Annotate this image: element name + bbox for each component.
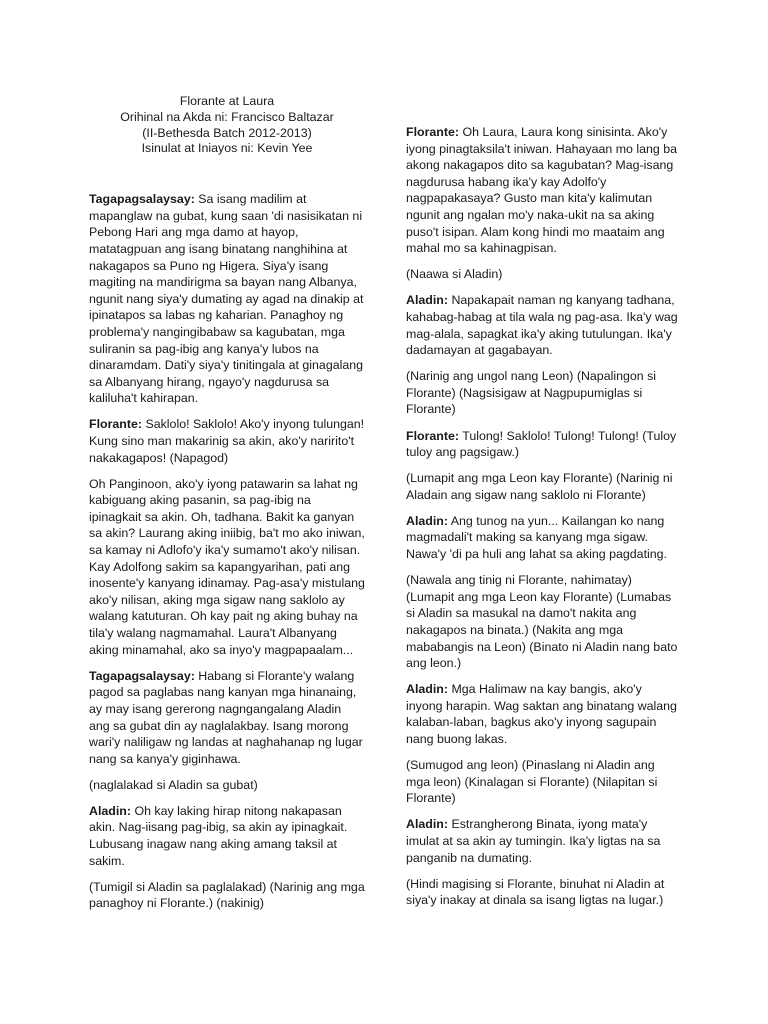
speaker-label: Florante: bbox=[406, 125, 460, 139]
speaker-label: Florante: bbox=[89, 417, 143, 432]
paragraph bbox=[406, 124, 680, 257]
paragraph-text: Estrangherong Binata, iyong mata'y imulat at sa akin ay tumingin. Ika'y ligtas na sa panganib na dumating. bbox=[406, 817, 661, 865]
paragraph-text: (Tumigil si Aladin sa paglalakad) (Narinig ang mga panaghoy ni Florante.) (nakinig) bbox=[89, 879, 365, 911]
paragraph bbox=[89, 803, 365, 869]
document-title: Florante at Laura bbox=[179, 94, 275, 108]
document-header bbox=[89, 94, 365, 157]
paragraph bbox=[89, 668, 365, 768]
paragraph-text: Oh Laura, Laura kong sinisinta. Ako'y iyong pinagtaksila't iniwan. Hahayaan mo lang ba akong nakagapos dito sa kagubatan? Mag-isang nagdurusa habang ika'y kay Adolfo'y nagpapakasaya? Gusto man kita'y kalimutan ngunit ang ngalan mo'y naka-ukit na sa aking puso't isipan. Alam kong hindi mo maataim ang mahal mo sa kahinagpisan. bbox=[406, 125, 678, 256]
paragraph-text: (Narinig ang ungol nang Leon) (Napalingon si Florante) (Nagsisigaw at Nagpupumiglas si Florante) bbox=[406, 369, 657, 417]
speaker-label: Aladin: bbox=[406, 293, 448, 308]
paragraph-text: Habang si Florante'y walang pagod sa paglabas nang kanyan mga hinanaing, ay may isang gererong nagngangalang Aladin ang sa gubat din ay naglalakbay. Isang morong wari'y naliligaw ng landas at naghahanap ng lugar nang sa kanya'y giginhawa. bbox=[89, 668, 363, 766]
paragraph-text: Oh kay laking hirap nitong nakapasan akin. Nag-iisang pag-ibig, sa akin ay ipinagkait. Lubusang inagaw nang aking amang taksil at sakim. bbox=[89, 803, 348, 868]
paragraph-text: (Lumapit ang mga Leon kay Florante) (Narinig ni Aladain ang sigaw nang saklolo ni Florante) bbox=[406, 471, 673, 502]
paragraph-text: (naglalakad si Aladin sa gubat) bbox=[89, 777, 258, 792]
left-column bbox=[89, 94, 365, 921]
speaker-label: Aladin: bbox=[89, 803, 131, 818]
paragraph bbox=[89, 191, 365, 407]
document-writer: Isinulat at Iniayos ni: Kevin Yee bbox=[141, 141, 313, 156]
paragraph bbox=[89, 879, 365, 912]
right-column bbox=[406, 124, 680, 918]
paragraph-text: Saklolo! Saklolo! Ako'y inyong tulungan! Kung sino man makarinig sa akin, ako'y naririto't nakakagapos! (Napagod) bbox=[89, 417, 365, 465]
speaker-label: Florante: bbox=[406, 428, 460, 443]
paragraph bbox=[406, 572, 680, 672]
paragraph bbox=[406, 876, 680, 909]
paragraph bbox=[406, 292, 680, 358]
paragraph-text: Tulong! Saklolo! Tulong! Tulong! (Tuloy tuloy ang pagsigaw.) bbox=[406, 428, 677, 460]
paragraph bbox=[89, 777, 365, 794]
paragraph bbox=[406, 757, 680, 807]
speaker-label: Aladin: bbox=[406, 682, 448, 697]
paragraph-text: Sa isang madilim at mapanglaw na gubat, kung saan 'di nasisikatan ni Pebong Hari ang mga damo at hayop, matatagpuan ang isang binatang nanghihina at nakagapos sa Puno ng Higera. Siya'y isang magiting na mandirigma sa bayan nang Albanya, ngunit nang siya'y dumating ay agad na dinakip at ipinatapos sa labas ng kaharian. Panaghoy ng problema'y nangingibabaw sa kagubatan, mga suliranin sa pag-ibig ang kanya'y lubos na dinaramdam. Dati'y siya'y tinitingala at ginagalang sa Albanyang hirang, ngayo'y nagdurusa sa kaliluha't kahirapan. bbox=[89, 192, 364, 406]
paragraph bbox=[406, 513, 680, 563]
paragraph-text: (Sumugod ang leon) (Pinaslang ni Aladin ang mga leon) (Kinalagan si Florante) (Nilapitan si Florante) bbox=[406, 758, 658, 806]
paragraph bbox=[406, 816, 680, 866]
paragraph bbox=[406, 428, 680, 461]
speaker-label: Aladin: bbox=[406, 817, 448, 832]
document-author: Orihinal na Akda ni: Francisco Baltazar bbox=[120, 109, 334, 124]
speaker-label: Tagapagsalaysay: bbox=[89, 192, 195, 207]
paragraph-text: Ang tunog na yun... Kailangan ko nang magmadali't making sa kanyang mga sigaw. Nawa'y 'di pa huli ang lahat sa aking pagdating. bbox=[406, 513, 667, 562]
paragraph-text: Napakapait naman ng kanyang tadhana, kahabag-habag at tila wala ng pag-asa. Ika'y wag mag-alala, sapagkat ika'y aking tutulungan. Ika'y dadamayan at gagabayan. bbox=[406, 293, 678, 358]
paragraph bbox=[89, 416, 365, 466]
document-batch: (II-Bethesda Batch 2012-2013) bbox=[142, 125, 312, 140]
paragraph-text: (Naawa si Aladin) bbox=[406, 267, 503, 282]
paragraph bbox=[406, 681, 680, 747]
paragraph-text: (Hindi magising si Florante, binuhat ni Aladin at siya'y inakay at dinala sa isang ligtas na lugar.) bbox=[406, 876, 665, 908]
speaker-label: Tagapagsalaysay: bbox=[89, 668, 195, 683]
paragraph-text: (Nawala ang tinig ni Florante, nahimatay) (Lumapit ang mga Leon kay Florante) (Lumabas si Aladin sa masukal na damo't nakita ang nakagapos na binata.) (Nakita ang mga mababangis na Leon) (Binato ni Aladin nang bato ang leon.) bbox=[406, 573, 678, 671]
paragraph bbox=[406, 266, 680, 283]
paragraph-text: Oh Panginoon, ako'y iyong patawarin sa lahat ng kabiguang aking pasanin, sa pag-ibig na ipinagkait sa akin. Oh, tadhana. Bakit ka ganyan sa akin? Laurang aking iniibig, ba't mo ako iniwan, sa kamay ni Adlofo'y ika'y sumamo't ako'y nilisan. Kay Adolfong sakim sa kapangyarihan, pati ang inosente'y kanyang idinamay. Pag-asa'y mistulang ako'y nilisan, aking mga sigaw nang saklolo ay walang katuturan. Oh kay pait ng aking buhay na tila'y walang nagmamahal. Laura't Albanyang aking minamahal, ako sa inyo'y magpapaalam... bbox=[89, 476, 365, 657]
paragraph-text: Mga Halimaw na kay bangis, ako'y inyong harapin. Wag saktan ang binatang walang kalaban-laban, bagkus ako'y inyong sagupain nang buong lakas. bbox=[406, 682, 677, 746]
paragraph bbox=[89, 476, 365, 659]
speaker-label: Aladin: bbox=[406, 513, 448, 528]
paragraph bbox=[406, 470, 680, 503]
paragraph bbox=[406, 368, 680, 418]
